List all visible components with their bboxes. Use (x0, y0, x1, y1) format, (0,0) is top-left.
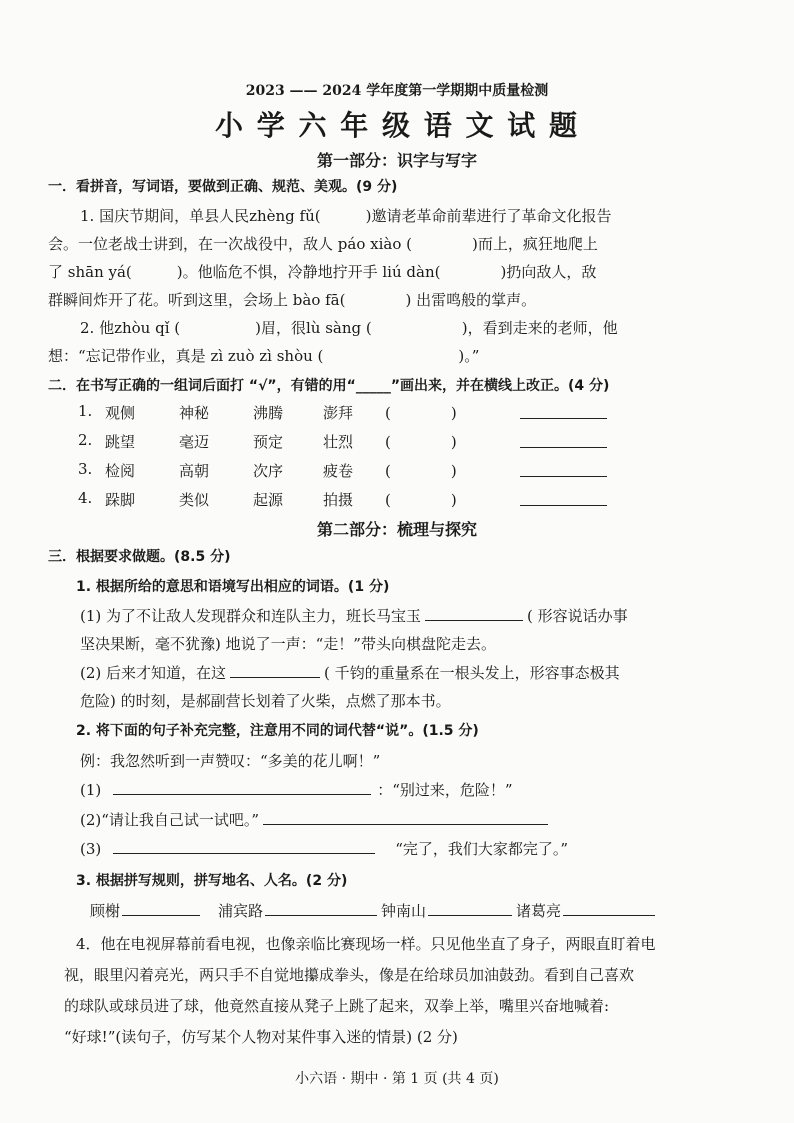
word: 高朝 (179, 462, 210, 480)
q3-sub1-a-text: (1) 为了不让敌人发现群众和连队主力，班长马宝玉 (80, 607, 422, 625)
item-quote: (2)“请让我自己试一试吧。” (80, 811, 260, 829)
person-name: 诸葛亮 (516, 902, 562, 920)
row-number: 4. (78, 489, 93, 507)
answer-blank[interactable] (122, 901, 200, 916)
q3-sub1-b-text: (2) 后来才知道，在这 (80, 664, 227, 682)
word: 检阅 (105, 462, 136, 480)
q3-sub3-items (90, 900, 655, 921)
item-quote: ：“别过来，危险！” (377, 781, 513, 799)
answer-paren[interactable]: ( ) (385, 404, 457, 422)
word: 起源 (253, 491, 284, 509)
q1-line-4: 群瞬间炸开了花。听到这里，会场上 bào fā( ) 出雷鸣般的掌声。 (48, 291, 537, 309)
item-number: (3) (80, 840, 102, 858)
correction-line[interactable] (520, 505, 607, 506)
q1-line-2: 会。一位老战士讲到，在一次战役中，敌人 páo xiào ( )而上，疯狂地爬上 (48, 235, 598, 253)
q1-line-5: 2. 他zhòu qǐ ( )眉，很lù sàng ( )，看到走来的老师，他 (80, 319, 618, 337)
q2-heading: 二．在书写正确的一组词后面打 “√”，有错的用“_____”画出来，并在横线上改正。(4 分) (48, 378, 610, 394)
q1-heading: 一．看拼音，写词语，要做到正确、规范、美观。(9 分) (48, 179, 398, 195)
answer-paren[interactable]: ( ) (385, 491, 457, 509)
answer-paren[interactable]: ( ) (385, 462, 457, 480)
q3-sub1-b-hint: ( 千钧的重量系在一根头发上，形容事态极其 (324, 664, 620, 682)
correction-line[interactable] (520, 447, 607, 448)
q3-sub1-a-line2: 坚决果断，毫不犹豫) 地说了一声：“走！”带头向棋盘陀走去。 (80, 635, 496, 653)
q4-line-3: 的球队或球员进了球，他竟然直接从凳子上跳了起来，双拳上举，嘴里兴奋地喊着: (64, 997, 610, 1015)
q1-line-3: 了 shān yá( )。他临危不惧，冷静地拧开手 liú dàn( )扔向敌人，敌 (48, 263, 597, 281)
q3-sub1-a-hint: ( 形容说话办事 (527, 607, 628, 625)
word: 毫迈 (179, 433, 210, 451)
page-title: 小 学 六 年 级 语 文 试 题 (215, 109, 579, 142)
q3-sub2-heading: 2. 将下面的句子补充完整，注意用不同的词代替“说”。(1.5 分) (76, 723, 479, 739)
answer-blank[interactable] (230, 663, 320, 678)
correction-line[interactable] (520, 476, 607, 477)
word: 沸腾 (253, 404, 284, 422)
answer-blank[interactable] (563, 901, 655, 916)
page-footer: 小六语 · 期中 · 第 1 页 (共 4 页) (295, 1071, 499, 1087)
word: 跺脚 (105, 491, 136, 509)
q4-line-2: 视，眼里闪着亮光，两只手不自觉地攥成拳头，像是在给球员加油鼓劲。看到自己喜欢 (64, 966, 635, 984)
answer-blank[interactable] (428, 901, 512, 916)
q3-heading: 三．根据要求做题。(8.5 分) (48, 549, 231, 565)
place-name: 浦宾路 (218, 902, 264, 920)
word: 跳望 (105, 433, 136, 451)
q1-line-6: 想：“忘记带作业，真是 zì zuò zì shòu ( )。” (48, 347, 480, 365)
q4-line-4: “好球!”(读句子，仿写某个人物对某件事入迷的情景) (2 分) (64, 1028, 458, 1046)
word: 观侧 (105, 404, 136, 422)
q1-line-1: 1. 国庆节期间，单县人民zhèng fǔ( )邀请老革命前辈进行了革命文化报告 (80, 207, 612, 225)
answer-paren[interactable]: ( ) (385, 433, 457, 451)
q3-sub2-item3 (80, 838, 568, 859)
q3-sub2-item1 (80, 779, 513, 800)
part2-title: 第二部分：梳理与探究 (316, 520, 477, 539)
q3-sub1-b-line2: 危险) 的时刻，是郝副营长划着了火柴，点燃了那本书。 (80, 692, 451, 710)
answer-blank[interactable] (263, 810, 548, 825)
q4-line-1: 4．他在电视屏幕前看电视，也像亲临比赛现场一样。只见他坐直了身子，两眼直盯着电 (76, 935, 656, 953)
place-name: 顾榭 (90, 902, 121, 920)
q3-sub1-heading: 1. 根据所给的意思和语境写出相应的词语。(1 分) (76, 579, 390, 595)
q3-sub3-heading: 3. 根据拼写规则，拼写地名、人名。(2 分) (76, 873, 348, 889)
part1-title: 第一部分：识字与写字 (316, 151, 477, 170)
word: 预定 (253, 433, 284, 451)
q3-sub1-a (80, 605, 628, 626)
q3-sub2-item2 (80, 809, 548, 830)
answer-blank[interactable] (265, 901, 377, 916)
exam-title: 2023 —— 2024 学年度第一学期期中质量检测 (245, 83, 549, 99)
item-quote: “完了，我们大家都完了。” (395, 840, 569, 858)
word: 壮烈 (323, 433, 354, 451)
q3-sub2-example: 例：我忽然听到一声赞叹：“多美的花儿啊！” (80, 752, 381, 770)
answer-blank[interactable] (425, 606, 523, 621)
row-number: 2. (78, 431, 93, 449)
row-number: 3. (78, 460, 93, 478)
word: 神秘 (179, 404, 210, 422)
item-number: (1) (80, 781, 102, 799)
answer-blank[interactable] (113, 839, 375, 854)
word: 疲卷 (323, 462, 354, 480)
row-number: 1. (78, 402, 93, 420)
word: 次序 (253, 462, 284, 480)
word: 澎拜 (323, 404, 354, 422)
answer-blank[interactable] (113, 780, 371, 795)
word: 拍摄 (323, 491, 354, 509)
q3-sub1-b (80, 662, 620, 683)
person-name: 钟南山 (381, 902, 427, 920)
correction-line[interactable] (520, 418, 607, 419)
word: 类似 (179, 491, 210, 509)
